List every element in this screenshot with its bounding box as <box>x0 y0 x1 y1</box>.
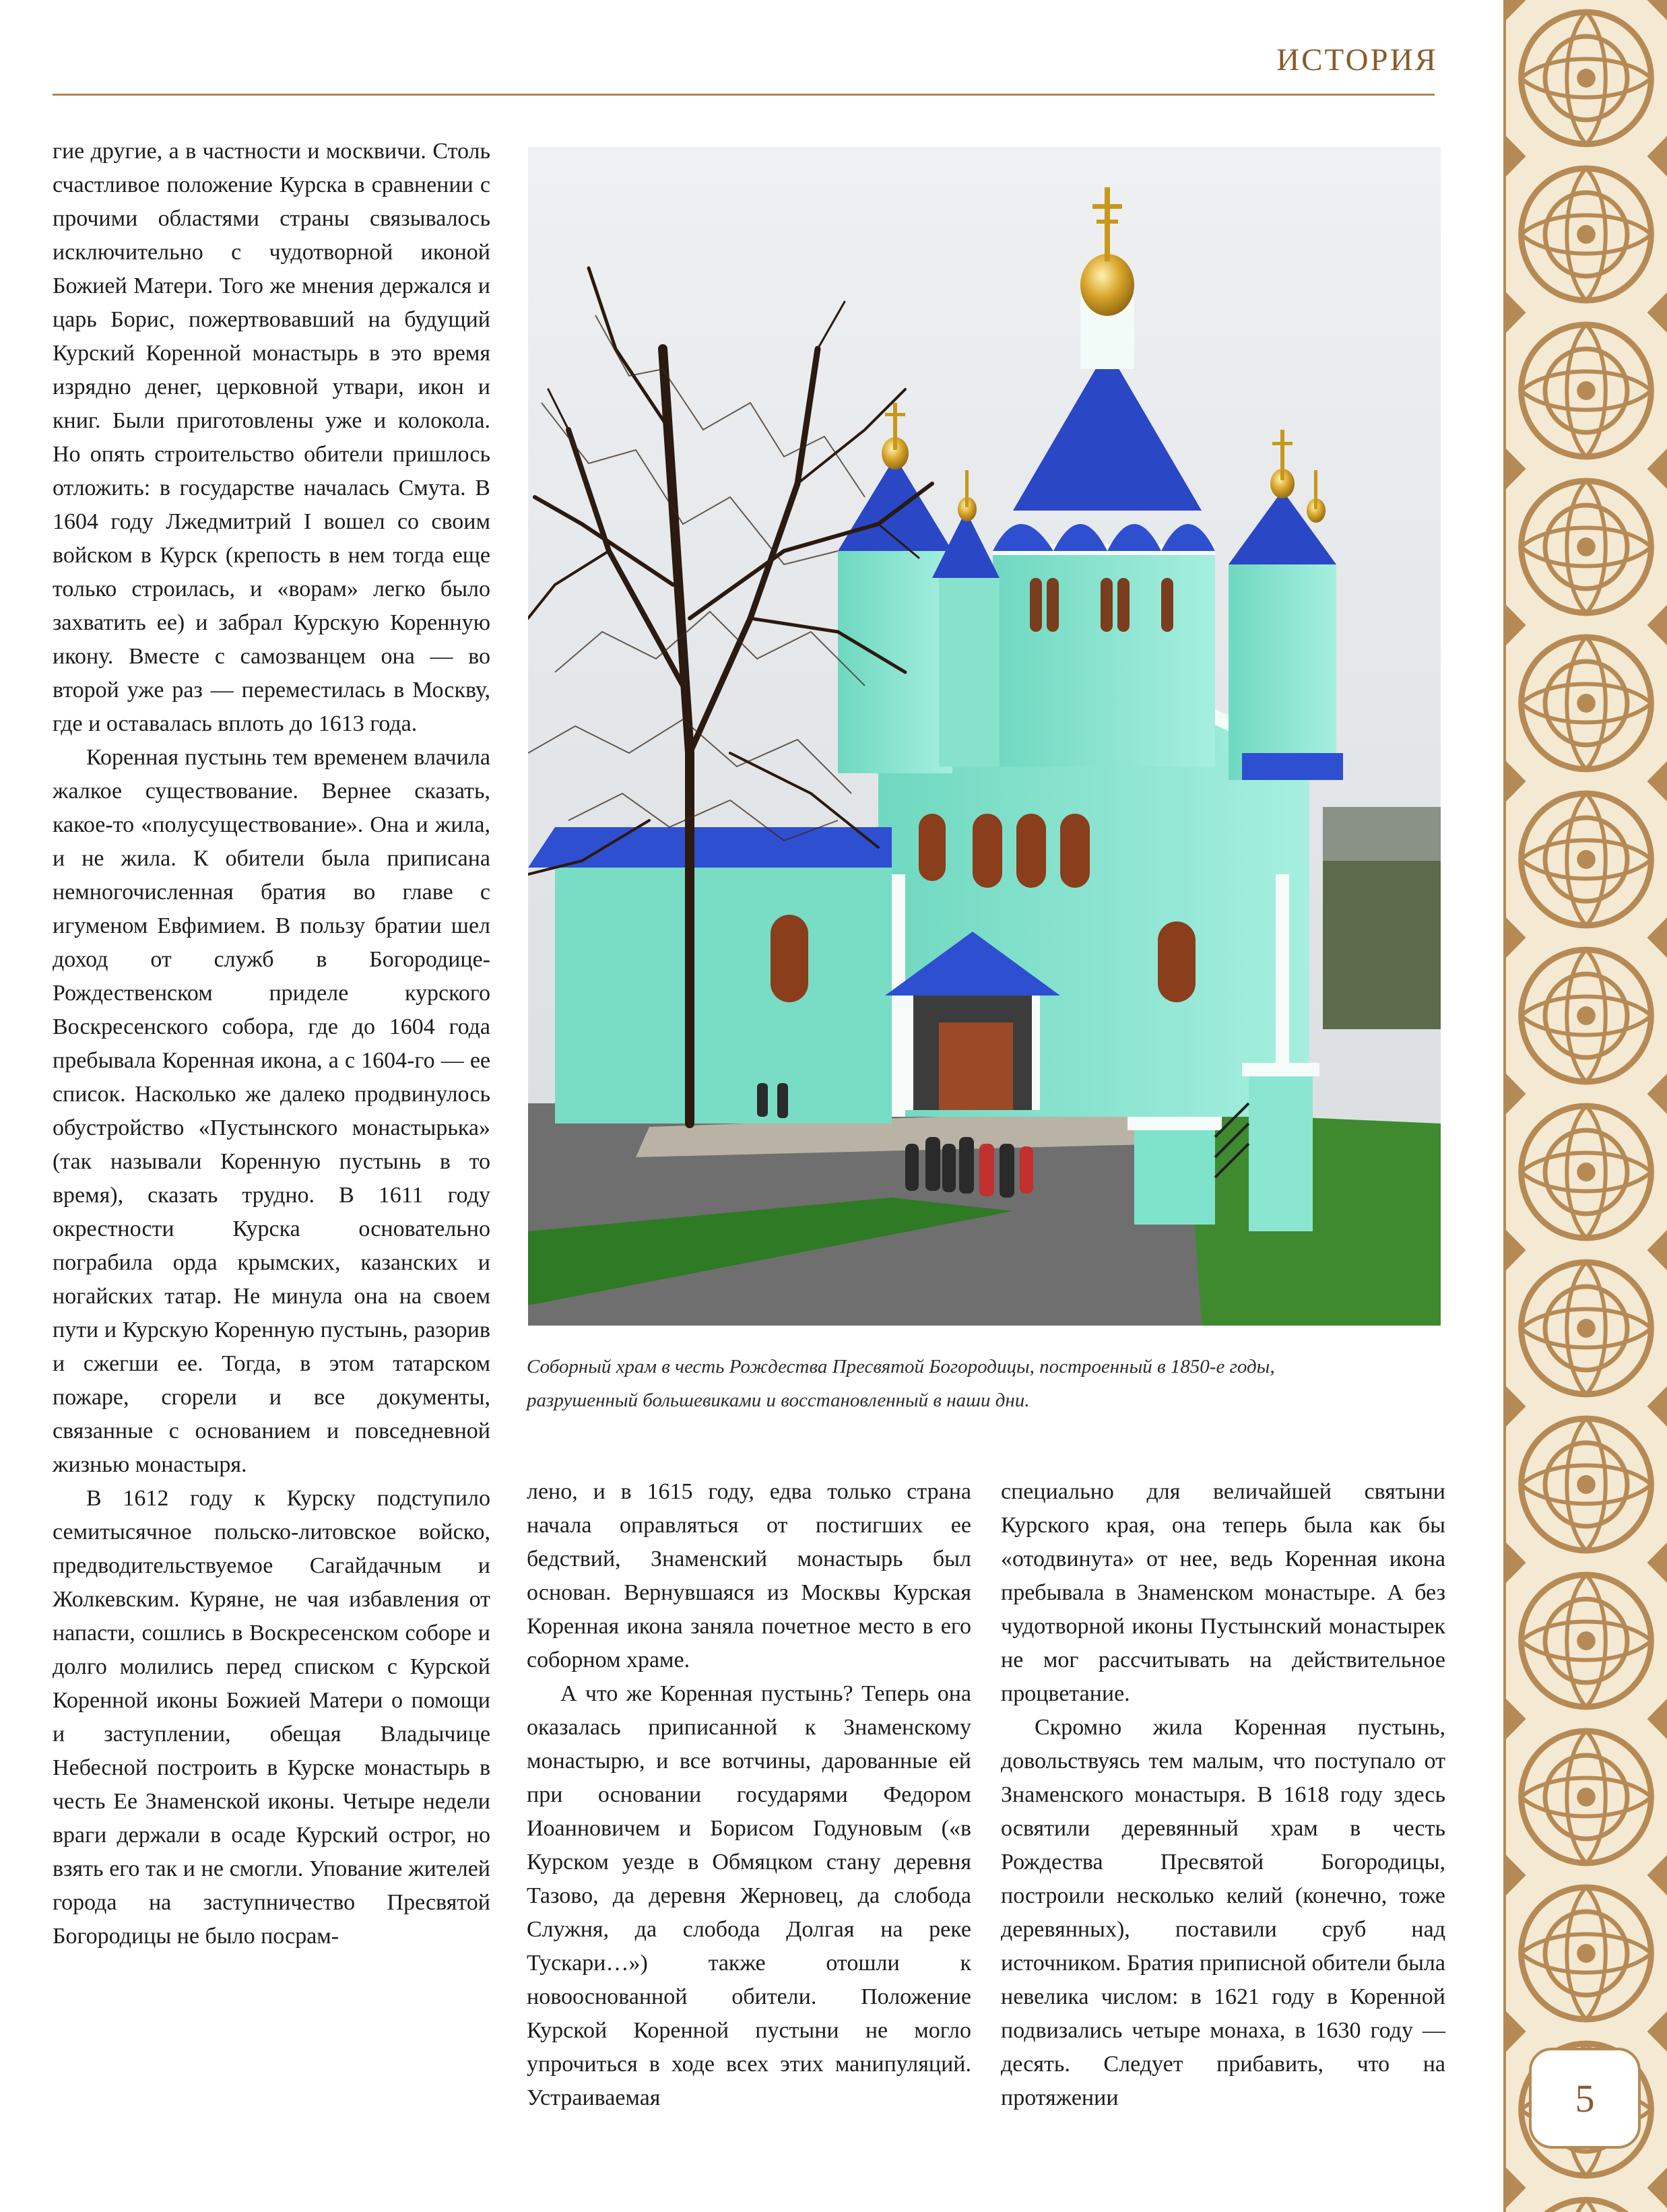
paragraph: А что же Коренная пустынь? Теперь она оказалась приписанной к Знаменскому монастырю, и все вотчины, дарованные ей при основании государями Федором Иоанновичем и Борисом Годуновым («в Курском уезде в Обмяцком стану деревня Тазово, да деревня Жерновец, да слобода Служня, да слобода Долгая на реке Тускари…») также отошли к новооснованной обители. Положение Курской Коренной пустыни не могло упрочиться в ходе всех этих манипуляций. Устраиваемая <box>527 1681 971 2110</box>
paragraph: гие другие, а в частности и москвичи. Столь счастливое положение Курска в сравнении с прочими областями страны связывалось исключительно с чудотворной иконой Божией Матери. Того же мнения держался и царь Борис, пожертвовавший на будущий Курский Коренной монастырь в это время изрядно денег, церковной утвари, икон и книг. Были приготовлены уже и колокола. Но опять строительство обители пришлось отложить: в государстве началась Смута. В 1604 году Лжедмитрий I вошел со своим войском в Курск (крепость в нем тогда еще только строилась, и «ворам» легко было захватить ее) и забрал Курскую Коренную икону. Вместе с самозванцем она — во второй уже раз — переместилась в Москву, где и оставалась вплоть до 1613 года. <box>53 139 490 736</box>
text-column-middle <box>527 1475 971 2115</box>
paragraph: Скромно жила Коренная пустынь, довольствуясь тем малым, что поступало от Знаменского монастыря. В 1618 году здесь освятили деревянный храм в честь Рождества Пресвятой Богородицы, построили несколько келий (конечно, тоже деревянных), поставили сруб над источником. Братия приписной обители была невелика числом: в 1621 году в Коренной подвизались четыре монаха, в 1630 году — десять. Следует прибавить, что на протяжении <box>1001 1715 1445 2110</box>
cathedral-photo <box>528 147 1441 1326</box>
cathedral-illustration <box>528 147 1441 1326</box>
paragraph: В 1612 году к Курску подступило семитысячное польско-литовское войско, предводительствуемое Сагайдачным и Жолкевским. Куряне, не чая избавления от напасти, сошлись в Воскресенском соборе и долго молились перед списком с Курской Коренной иконы Божией Матери о помощи и заступлении, обещая Владычице Небесной построить в Курске монастырь в честь Ее Знаменской иконы. Четыре недели враги держали в осаде Курский острог, но взять его так и не смогли. Упование жителей города на заступничество Пресвятой Богородицы не было посрам- <box>53 1486 490 1949</box>
ornamental-border <box>1503 0 1667 2212</box>
ornament-pattern-icon <box>1506 0 1667 2212</box>
page-number <box>1529 2048 1641 2149</box>
text-column-right <box>1001 1475 1445 2115</box>
paragraph: Коренная пустынь тем временем влачила жалкое существование. Вернее сказать, какое-то «полусуществование». Она и жила, и не жила. К обители была приписана немногочисленная братия во главе с игуменом Евфимием. В пользу братии шел доход от служб в Богородице-Рождественском приделе курского Воскресенского собора, где до 1604 года пребывала Коренная икона, а с 1604-го — ее список. Насколько же далеко продвинулось обустройство «Пустынского монастырька» (так называли Коренную пустынь в то время), сказать трудно. В 1611 году окрестности Курска основательно пограбила орда крымских, казанских и ногайских татар. Не минула она на своем пути и Курскую Коренную пустынь, разорив и сжегши ее. Тогда, в этом татарском пожаре, сгорели и все документы, связанные с основанием и повседневной жизнью монастыря. <box>53 745 490 1477</box>
text-column-left <box>53 135 490 1953</box>
page-number-label: 5 <box>1575 2076 1595 2120</box>
caption-line: разрушенный большевиками и восстановленный в наши дни. <box>527 1390 1030 1411</box>
caption-line: Соборный храм в честь Рождества Пресвятой Богородицы, построенный в 1850-е годы, <box>527 1356 1275 1377</box>
paragraph: лено, и в 1615 году, едва только страна начала оправляться от постигших ее бедствий, Знаменский монастырь был основан. Вернувшаяся из Москвы Курская Коренная икона заняла почетное место в его соборном храме. <box>527 1479 971 1672</box>
photo-caption <box>527 1350 1443 1417</box>
paragraph: специально для величайшей святыни Курского края, она теперь была как бы «отодвинута» от нее, ведь Коренная икона пребывала в Знаменском монастыре. А без чудотворной иконы Пустынский монастырек не мог рассчитывать на действительное процветание. <box>1001 1479 1445 1706</box>
section-title: ИСТОРИЯ <box>1276 42 1438 77</box>
header-rule <box>53 94 1435 96</box>
